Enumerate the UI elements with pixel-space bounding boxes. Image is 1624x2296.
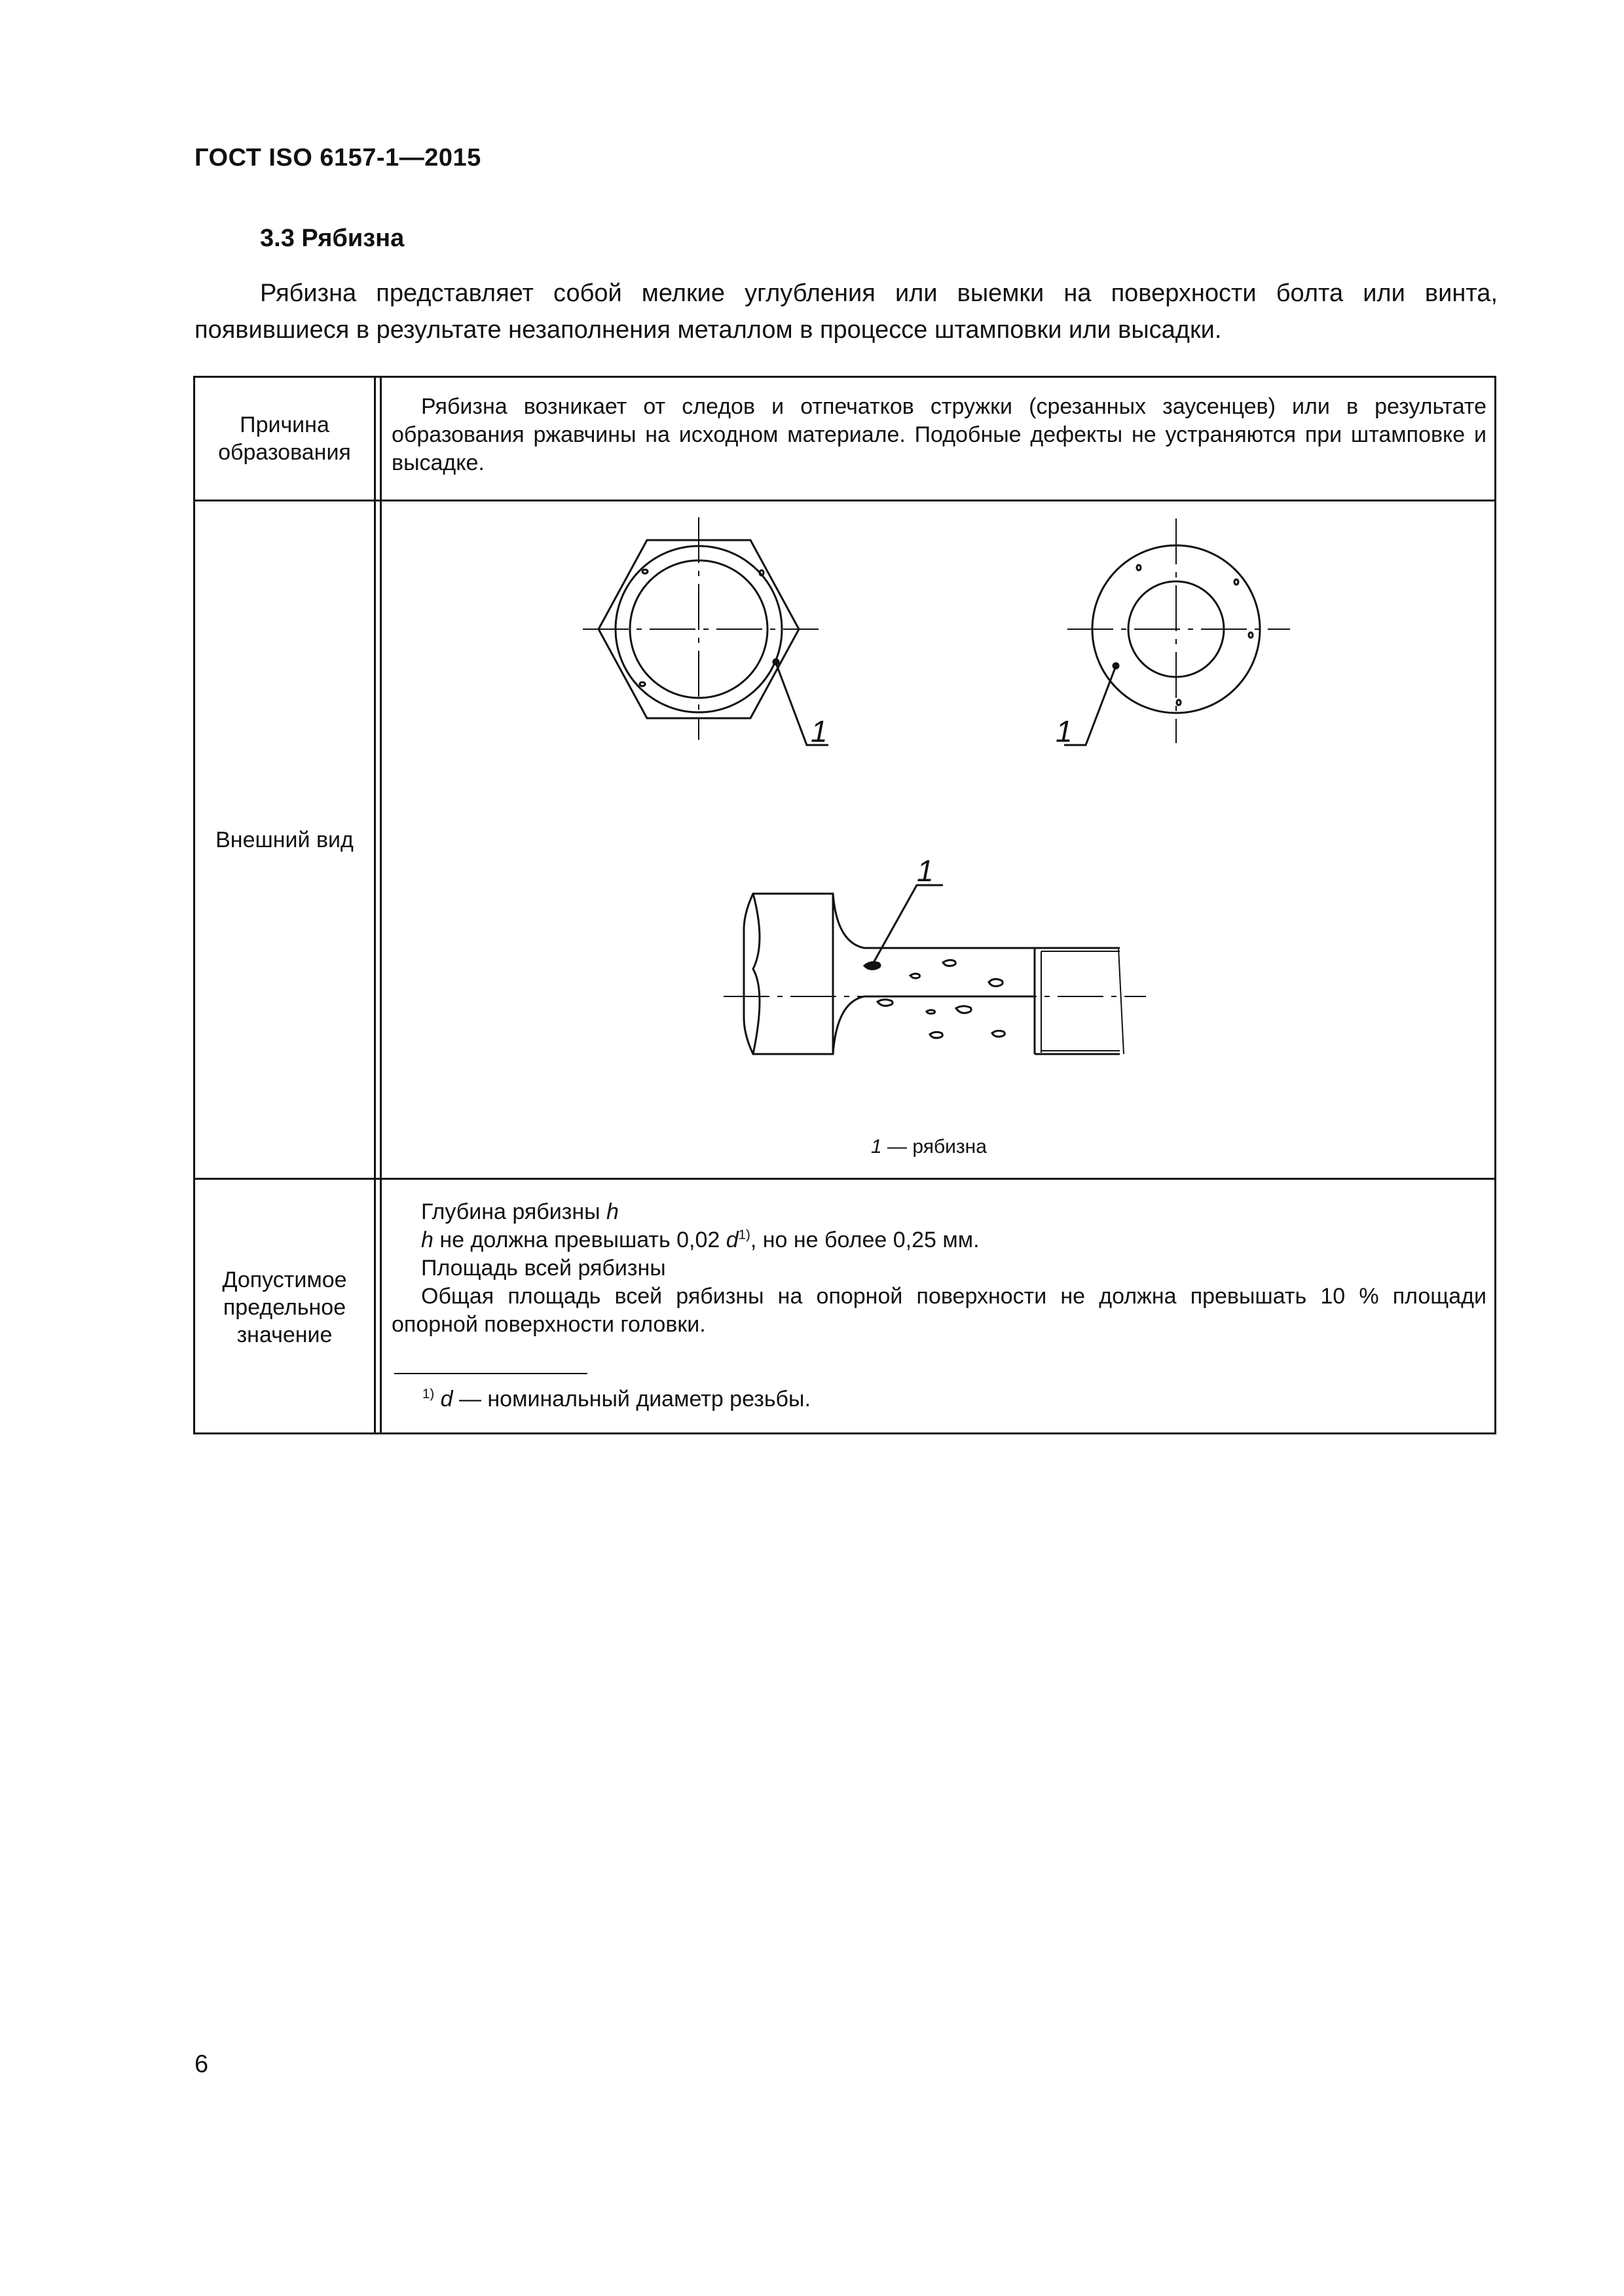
hex-head-top-view (583, 517, 828, 745)
pit (1137, 565, 1141, 570)
section-title: Рябизна (301, 225, 405, 252)
depth-title: Глубина рябизны h (421, 1199, 619, 1224)
pit (992, 1030, 1005, 1036)
caption-text: — рябизна (887, 1136, 987, 1157)
section-number: 3.3 (260, 225, 295, 252)
cause-text: Рябизна возникает от следов и отпечатков стружки (срезанных заусенцев) или в результате образования ржавчины на исходном материале. Подобные дефекты не устраняются при штамповке и высадке. (392, 394, 1486, 475)
depth-rule: h не должна превышать 0,02 $d^{1)}$, но не более 0,25 мм. (421, 1228, 980, 1252)
callout-label-hex: 1 (811, 714, 828, 748)
page-number: 6 (194, 2050, 209, 2078)
leader-line (873, 885, 943, 964)
pit (989, 979, 1003, 986)
pit (1234, 579, 1238, 585)
pit (1113, 663, 1118, 668)
callout-label-side: 1 (917, 854, 934, 888)
callout-label-round: 1 (1056, 714, 1073, 748)
pit (943, 960, 955, 966)
shank-top-edge (833, 894, 1035, 948)
footnote: $^{1)}$ d — номинальный диаметр резьбы. (422, 1387, 811, 1412)
figure-caption (871, 1136, 987, 1158)
bolt-side-view (724, 885, 1146, 1054)
pit (642, 570, 648, 574)
pit (877, 1000, 893, 1006)
pit (760, 570, 764, 575)
limit-text (392, 1198, 1486, 1339)
round-head-top-view (1064, 519, 1290, 745)
row-label-appearance: Внешний вид (215, 827, 354, 852)
intro-paragraph: Рябизна представляет собой мелкие углубления или выемки на поверхности болта или винта, появившиеся в результате незаполнения металлом в процессе штамповки или высадки. (194, 280, 1498, 344)
break-line (1118, 948, 1124, 1054)
pit (1249, 632, 1253, 638)
area-rule: Общая площадь всей рябизны на опорной поверхности не должна превышать 10 % площади опорной поверхности головки. (392, 1284, 1486, 1337)
caption-number: 1 (871, 1136, 882, 1157)
row-label-cause: Причина образования (218, 412, 351, 465)
footnote-separator (394, 1373, 587, 1374)
area-title: Площадь всей рябизны (421, 1256, 666, 1281)
head-chamfer-curve (753, 894, 760, 1054)
pit (910, 974, 920, 978)
shank-bottom-edge (833, 996, 1035, 1054)
pit (930, 1032, 942, 1038)
pit (956, 1006, 971, 1013)
pit (1177, 700, 1181, 705)
row-label-limit: Допустимое предельное значение (222, 1267, 347, 1347)
pit (927, 1010, 935, 1013)
document-header: ГОСТ ISO 6157-1—2015 (194, 144, 481, 172)
pit (640, 682, 645, 686)
